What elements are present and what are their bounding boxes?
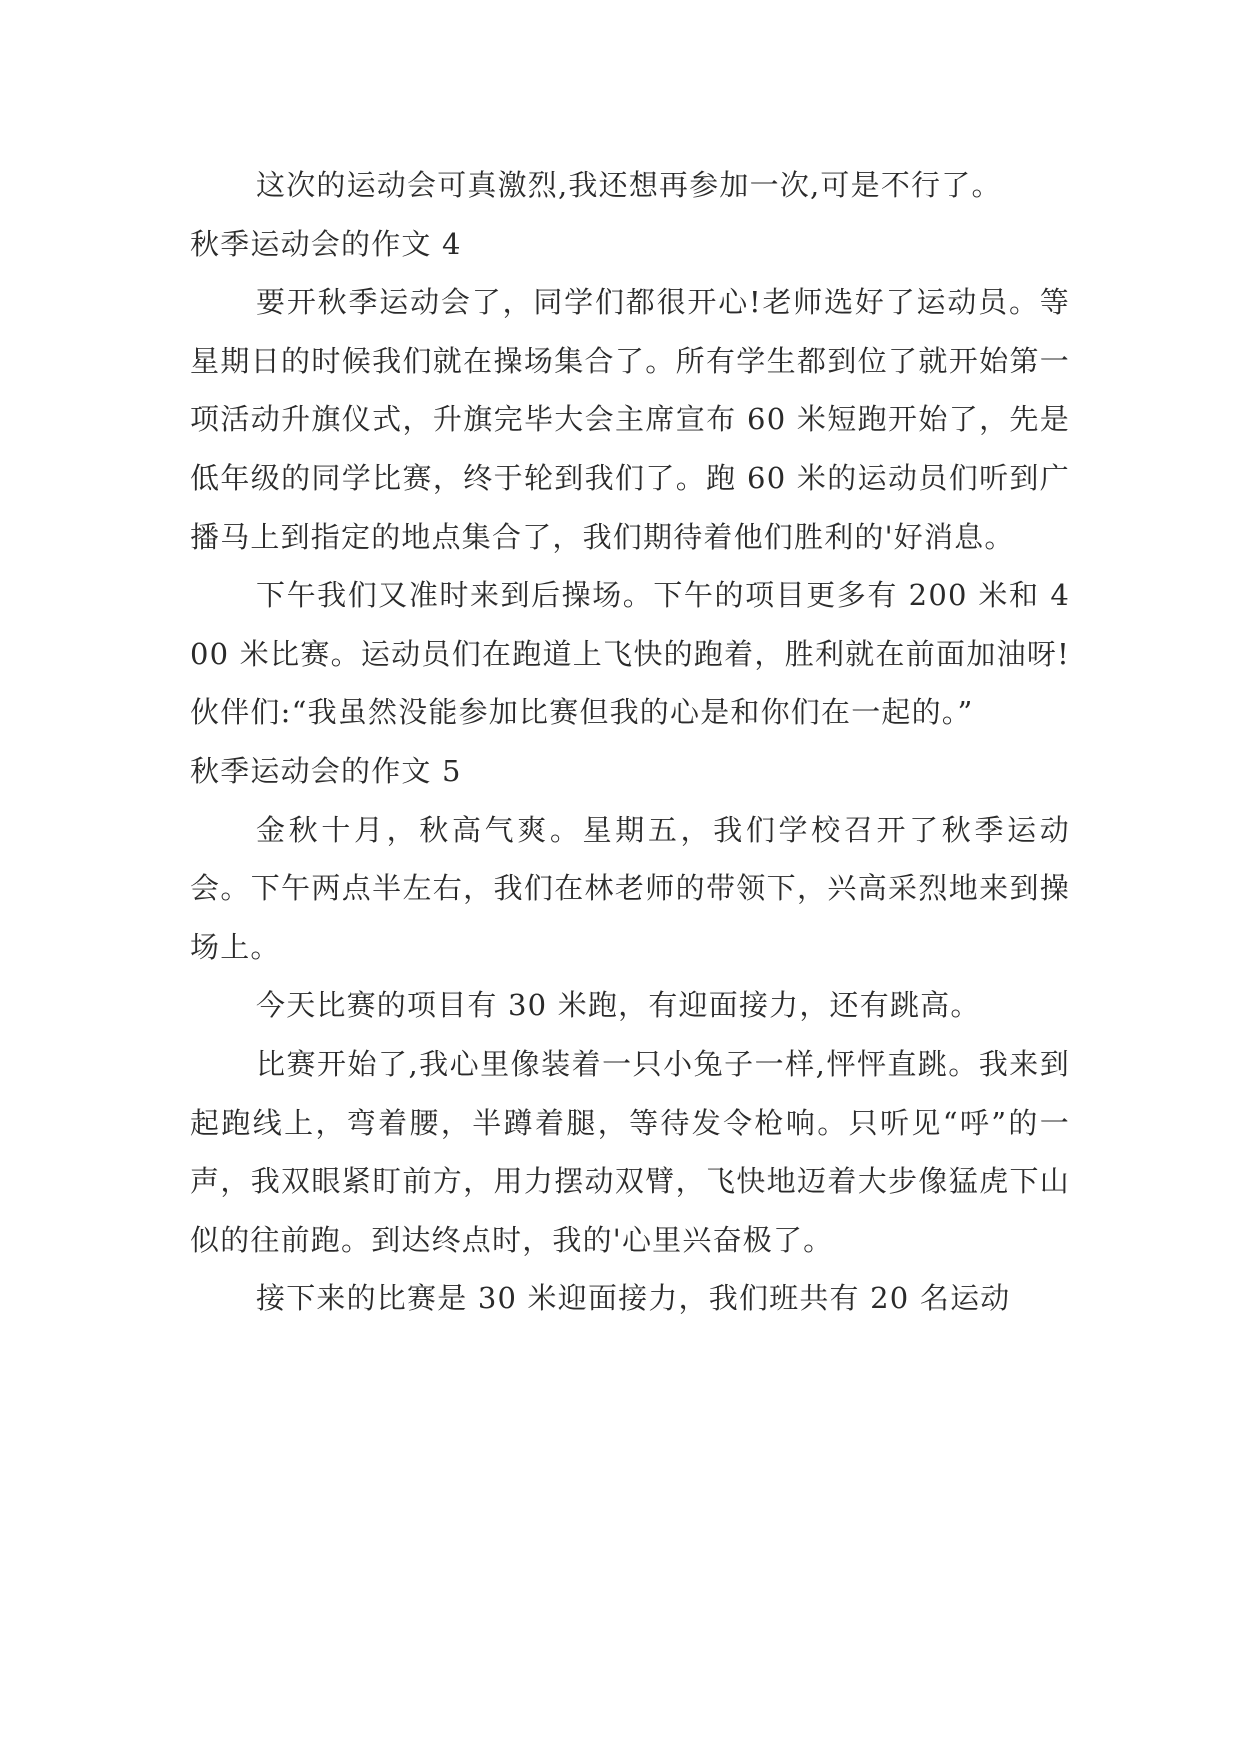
section-heading: 秋季运动会的作文 5: [190, 753, 462, 788]
paragraph: 要开秋季运动会了，同学们都很开心!老师选好了运动员。等星期日的时候我们就在操场集合了。所有学生都到位了就开始第一项活动升旗仪式，升旗完毕大会主席宣布 60 米短跑开始了，先是低年级的同学比赛，终于轮到我们了。跑 60 米的运动员们听到广播马上到指定的地点集合了，我们期待着他们胜利的'好消息。: [190, 285, 1070, 554]
paragraph: 这次的运动会可真激烈,我还想再参加一次,可是不行了。: [256, 168, 1002, 202]
paragraph: 今天比赛的项目有 30 米跑，有迎面接力，还有跳高。: [256, 988, 981, 1023]
document-body: [190, 156, 1070, 1328]
paragraph: 接下来的比赛是 30 米迎面接力，我们班共有 20 名运动: [256, 1281, 1011, 1316]
paragraph: 金秋十月，秋高气爽。星期五，我们学校召开了秋季运动会。下午两点半左右，我们在林老师的带领下，兴高采烈地来到操场上。: [190, 812, 1070, 964]
paragraph: 比赛开始了,我心里像装着一只小兔子一样,怦怦直跳。我来到起跑线上，弯着腰，半蹲着腿，等待发令枪响。只听见“呼”的一声，我双眼紧盯前方，用力摆动双臂，飞快地迈着大步像猛虎下山似的往前跑。到达终点时，我的'心里兴奋极了。: [190, 1046, 1070, 1257]
section-heading: 秋季运动会的作文 4: [190, 226, 462, 261]
paragraph: 下午我们又准时来到后操场。下午的项目更多有 200 米和 400 米比赛。运动员们在跑道上飞快的跑着，胜利就在前面加油呀!伙伴们:“我虽然没能参加比赛但我的心是和你们在一起的。”: [190, 578, 1070, 730]
